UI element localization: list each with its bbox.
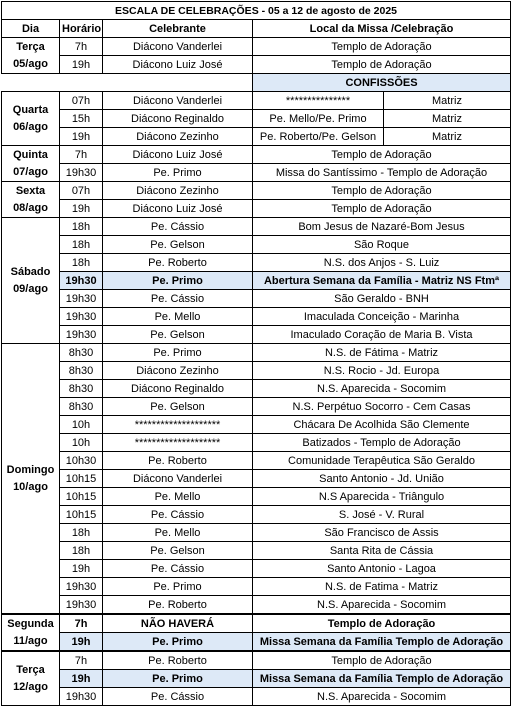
time-cell: 10h15	[60, 488, 103, 506]
day-name: Terça	[16, 40, 45, 53]
celebrant-cell: Pe. Primo	[103, 578, 253, 596]
location-cell: São Geraldo - BNH	[253, 290, 511, 308]
celebrant-cell: Pe. Cássio	[103, 290, 253, 308]
confessor-cell: Pe. Roberto/Pe. Gelson	[253, 128, 384, 146]
time-cell: 19h30	[60, 290, 103, 308]
day-name: Quinta	[13, 148, 48, 161]
time-cell: 7h	[60, 38, 103, 56]
location-cell: Templo de Adoração	[253, 146, 511, 164]
celebrant-cell: Pe. Primo	[103, 670, 253, 688]
header-horario: Horário	[60, 20, 103, 38]
celebrant-cell: Diácono Luiz José	[103, 200, 253, 218]
celebrant-cell: Pe. Mello	[103, 308, 253, 326]
day-cell	[2, 92, 60, 146]
location-cell: Chácara De Acolhida São Clemente	[253, 416, 511, 434]
location-cell: Santa Rita de Cássia	[253, 542, 511, 560]
day-date: 10/ago	[13, 480, 48, 493]
location-cell: Templo de Adoração	[253, 56, 511, 74]
location-cell: N.S Aparecida - Triângulo	[253, 488, 511, 506]
celebrant-cell: Diácono Zezinho	[103, 128, 253, 146]
time-cell: 18h	[60, 218, 103, 236]
celebrant-cell: Pe. Roberto	[103, 254, 253, 272]
time-cell: 19h30	[60, 688, 103, 706]
location-cell: São Francisco de Assis	[253, 524, 511, 542]
day-cell	[2, 614, 60, 651]
celebrant-cell: Pe. Cássio	[103, 218, 253, 236]
celebrant-cell: Pe. Roberto	[103, 452, 253, 470]
spacer-cell	[60, 74, 103, 92]
time-cell: 07h	[60, 92, 103, 110]
day-date: 12/ago	[13, 680, 48, 693]
time-cell: 10h	[60, 416, 103, 434]
celebrant-cell: Diácono Zezinho	[103, 362, 253, 380]
time-cell: 15h	[60, 110, 103, 128]
location-cell: N.S. dos Anjos - S. Luiz	[253, 254, 511, 272]
time-cell: 10h15	[60, 506, 103, 524]
time-cell: 19h	[60, 128, 103, 146]
celebrant-cell: Pe. Primo	[103, 164, 253, 182]
day-date: 09/ago	[13, 282, 48, 295]
celebrant-cell: Pe. Gelson	[103, 398, 253, 416]
location-cell: Missa do Santíssimo - Templo de Adoração	[253, 164, 511, 182]
celebrant-cell: Pe. Gelson	[103, 542, 253, 560]
day-name: Sexta	[15, 184, 46, 197]
time-cell: 19h	[60, 56, 103, 74]
day-cell	[2, 218, 60, 344]
location-cell: Templo de Adoração	[253, 651, 511, 670]
location-cell: Missa Semana da Família Templo de Adoração	[253, 633, 511, 652]
celebrant-cell: Pe. Primo	[103, 344, 253, 362]
celebrant-cell: Pe. Gelson	[103, 326, 253, 344]
time-cell: 19h30	[60, 164, 103, 182]
header-celebrante: Celebrante	[103, 20, 253, 38]
location-cell: Abertura Semana da Família - Matriz NS Ftmª	[253, 272, 511, 290]
time-cell: 18h	[60, 542, 103, 560]
celebrant-cell: NÃO HAVERÁ	[103, 614, 253, 633]
day-cell	[2, 651, 60, 706]
time-cell: 10h	[60, 434, 103, 452]
day-date: 11/ago	[13, 634, 48, 647]
time-cell: 18h	[60, 254, 103, 272]
celebrant-cell: Diácono Vanderlei	[103, 38, 253, 56]
location-cell: Templo de Adoração	[253, 200, 511, 218]
celebrant-cell: Pe. Cássio	[103, 506, 253, 524]
day-date: 06/ago	[13, 120, 48, 133]
celebrant-cell: Pe. Primo	[103, 272, 253, 290]
header-local: Local da Missa /Celebração	[253, 20, 511, 38]
time-cell: 19h	[60, 560, 103, 578]
celebrant-cell: Diácono Luiz José	[103, 56, 253, 74]
time-cell: 19h	[60, 670, 103, 688]
confession-location-cell: Matriz	[384, 128, 511, 146]
confissoes-header: CONFISSÕES	[253, 74, 511, 92]
celebrant-cell: Pe. Primo	[103, 633, 253, 652]
celebrant-cell: Diácono Reginaldo	[103, 110, 253, 128]
confession-location-cell: Matriz	[384, 110, 511, 128]
time-cell: 18h	[60, 236, 103, 254]
day-date: 05/ago	[13, 57, 48, 70]
location-cell: Templo de Adoração	[253, 38, 511, 56]
celebrant-cell: Diácono Zezinho	[103, 182, 253, 200]
time-cell: 19h30	[60, 272, 103, 290]
location-cell: Templo de Adoração	[253, 182, 511, 200]
celebrant-cell: Diácono Vanderlei	[103, 470, 253, 488]
time-cell: 7h	[60, 614, 103, 633]
time-cell: 19h	[60, 633, 103, 652]
day-name: Terça	[16, 663, 45, 676]
day-name: Segunda	[7, 617, 54, 630]
time-cell: 10h30	[60, 452, 103, 470]
day-name: Sábado	[10, 265, 51, 278]
location-cell: Comunidade Terapêutica São Geraldo	[253, 452, 511, 470]
location-cell: N.S. de Fátima - Matriz	[253, 344, 511, 362]
schedule-table	[1, 1, 511, 706]
time-cell: 19h30	[60, 308, 103, 326]
time-cell: 8h30	[60, 362, 103, 380]
location-cell: N.S. Rocio - Jd. Europa	[253, 362, 511, 380]
celebrant-cell: Pe. Roberto	[103, 596, 253, 615]
day-cell	[2, 146, 60, 182]
celebrant-cell: Pe. Cássio	[103, 560, 253, 578]
day-cell	[2, 182, 60, 218]
location-cell: Santo Antonio - Lagoa	[253, 560, 511, 578]
celebrant-cell: Diácono Luiz José	[103, 146, 253, 164]
location-cell: N.S. de Fatima - Matriz	[253, 578, 511, 596]
time-cell: 7h	[60, 146, 103, 164]
spacer-cell	[103, 74, 253, 92]
confessor-cell: ***************	[253, 92, 384, 110]
location-cell: São Roque	[253, 236, 511, 254]
time-cell: 8h30	[60, 398, 103, 416]
time-cell: 7h	[60, 651, 103, 670]
celebrant-cell: ********************	[103, 416, 253, 434]
header-dia: Dia	[2, 20, 60, 38]
location-cell: Imaculada Conceição - Marinha	[253, 308, 511, 326]
confession-location-cell: Matriz	[384, 92, 511, 110]
celebrant-cell: Pe. Mello	[103, 524, 253, 542]
day-name: Domingo	[6, 463, 55, 476]
day-cell	[2, 344, 60, 615]
time-cell: 07h	[60, 182, 103, 200]
time-cell: 8h30	[60, 380, 103, 398]
time-cell: 10h15	[60, 470, 103, 488]
time-cell: 19h30	[60, 596, 103, 615]
location-cell: Bom Jesus de Nazaré-Bom Jesus	[253, 218, 511, 236]
location-cell: S. José - V. Rural	[253, 506, 511, 524]
time-cell: 19h30	[60, 578, 103, 596]
time-cell: 8h30	[60, 344, 103, 362]
schedule-title: ESCALA DE CELEBRAÇÕES - 05 a 12 de agosto de 2025	[2, 2, 511, 20]
location-cell: Missa Semana da Família Templo de Adoração	[253, 670, 511, 688]
day-date: 08/ago	[13, 201, 48, 214]
location-cell: N.S. Aparecida - Socomim	[253, 380, 511, 398]
day-date: 07/ago	[13, 165, 48, 178]
celebrant-cell: Pe. Cássio	[103, 688, 253, 706]
location-cell: Templo de Adoração	[253, 614, 511, 633]
location-cell: Batizados - Templo de Adoração	[253, 434, 511, 452]
location-cell: Santo Antonio - Jd. União	[253, 470, 511, 488]
time-cell: 18h	[60, 524, 103, 542]
location-cell: N.S. Aparecida - Socomim	[253, 596, 511, 615]
day-cell	[2, 38, 60, 74]
day-name: Quarta	[12, 103, 49, 116]
celebrant-cell: Diácono Reginaldo	[103, 380, 253, 398]
time-cell: 19h	[60, 200, 103, 218]
confessor-cell: Pe. Mello/Pe. Primo	[253, 110, 384, 128]
time-cell: 19h30	[60, 326, 103, 344]
location-cell: N.S. Aparecida - Socomim	[253, 688, 511, 706]
celebrant-cell: ********************	[103, 434, 253, 452]
celebrant-cell: Pe. Roberto	[103, 651, 253, 670]
celebrant-cell: Pe. Gelson	[103, 236, 253, 254]
celebrant-cell: Pe. Mello	[103, 488, 253, 506]
celebrant-cell: Diácono Vanderlei	[103, 92, 253, 110]
spacer-cell	[2, 74, 60, 92]
location-cell: Imaculado Coração de Maria B. Vista	[253, 326, 511, 344]
location-cell: N.S. Perpétuo Socorro - Cem Casas	[253, 398, 511, 416]
